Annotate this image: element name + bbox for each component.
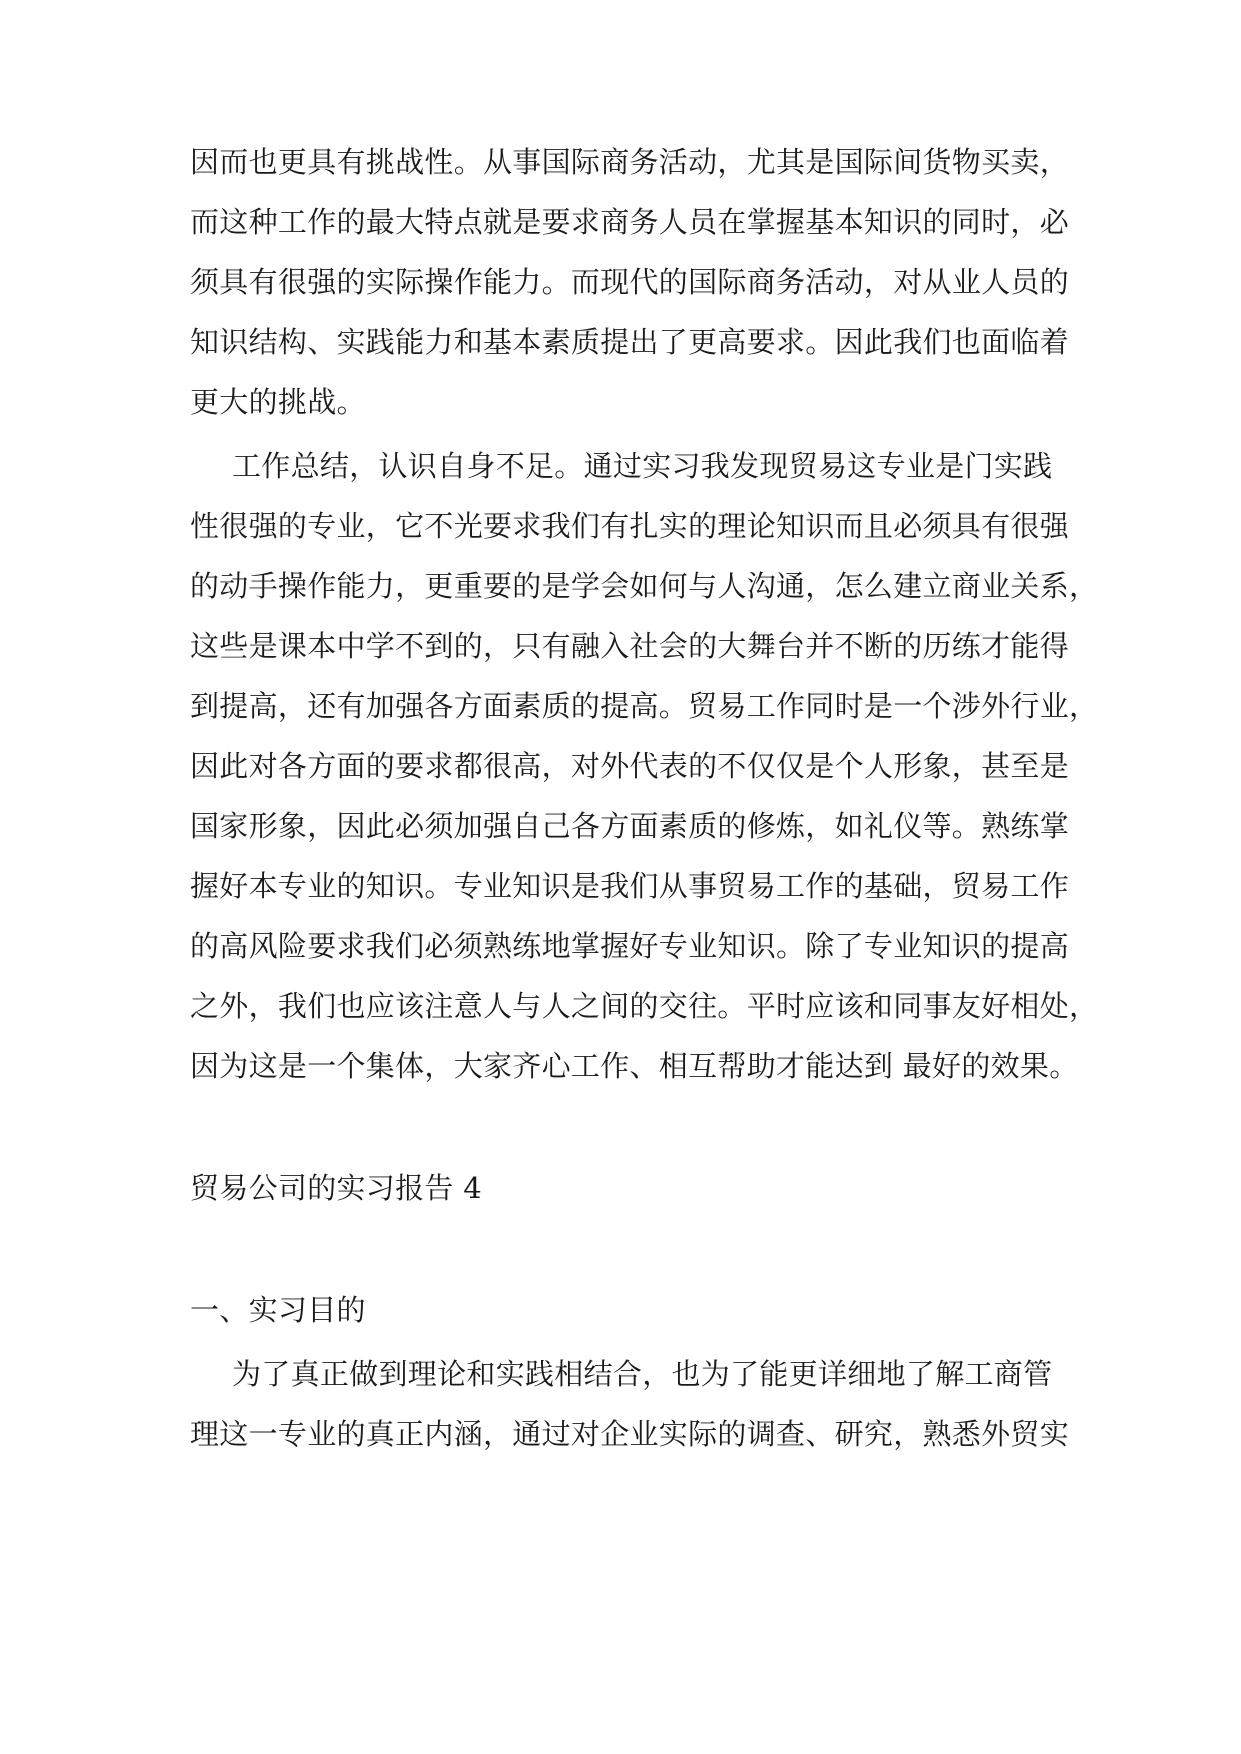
paragraph-2-line-10: 之外，我们也应该注意人与人之间的交往。平时应该和同事友好相处， [190, 989, 1099, 1023]
report-title: 贸易公司的实习报告 4 [190, 1171, 482, 1205]
paragraph-2-line-7: 国家形象，因此必须加强自己各方面素质的修炼，如礼仪等。熟练掌 [190, 809, 1070, 843]
paragraph-2-line-5: 到提高，还有加强各方面素质的提高。贸易工作同时是一个涉外行业， [190, 689, 1099, 723]
paragraph-2-line-1: 工作总结，认识自身不足。通过实习我发现贸易这专业是门实践 [232, 449, 1053, 483]
paragraph-3-line-2: 理这一专业的真正内涵，通过对企业实际的调查、研究，熟悉外贸实 [190, 1417, 1070, 1451]
paragraph-1-line-5: 更大的挑战。 [190, 385, 366, 419]
paragraph-2-line-4: 这些是课本中学不到的，只有融入社会的大舞台并不断的历练才能得 [190, 629, 1070, 663]
paragraph-2-line-9: 的高风险要求我们必须熟练地掌握好专业知识。除了专业知识的提高 [190, 929, 1070, 963]
section-heading: 一、实习目的 [190, 1293, 366, 1327]
paragraph-1-line-3: 须具有很强的实际操作能力。而现代的国际商务活动，对从业人员的 [190, 265, 1070, 299]
paragraph-2-line-6: 因此对各方面的要求都很高，对外代表的不仅仅是个人形象，甚至是 [190, 749, 1070, 783]
paragraph-2-line-3: 的动手操作能力，更重要的是学会如何与人沟通，怎么建立商业关系， [190, 569, 1099, 603]
paragraph-1-line-4: 知识结构、实践能力和基本素质提出了更高要求。因此我们也面临着 [190, 325, 1070, 359]
paragraph-1-line-1: 因而也更具有挑战性。从事国际商务活动，尤其是国际间货物买卖， [190, 145, 1070, 179]
paragraph-1-line-2: 而这种工作的最大特点就是要求商务人员在掌握基本知识的同时，必 [190, 205, 1070, 239]
paragraph-2-line-2: 性很强的专业，它不光要求我们有扎实的理论知识而且必须具有很强 [190, 509, 1070, 543]
paragraph-2-line-8: 握好本专业的知识。专业知识是我们从事贸易工作的基础，贸易工作 [190, 869, 1070, 903]
paragraph-3-line-1: 为了真正做到理论和实践相结合，也为了能更详细地了解工商管 [232, 1357, 1053, 1391]
paragraph-2-line-11: 因为这是一个集体，大家齐心工作、相互帮助才能达到 最好的效果。 [190, 1049, 1079, 1083]
